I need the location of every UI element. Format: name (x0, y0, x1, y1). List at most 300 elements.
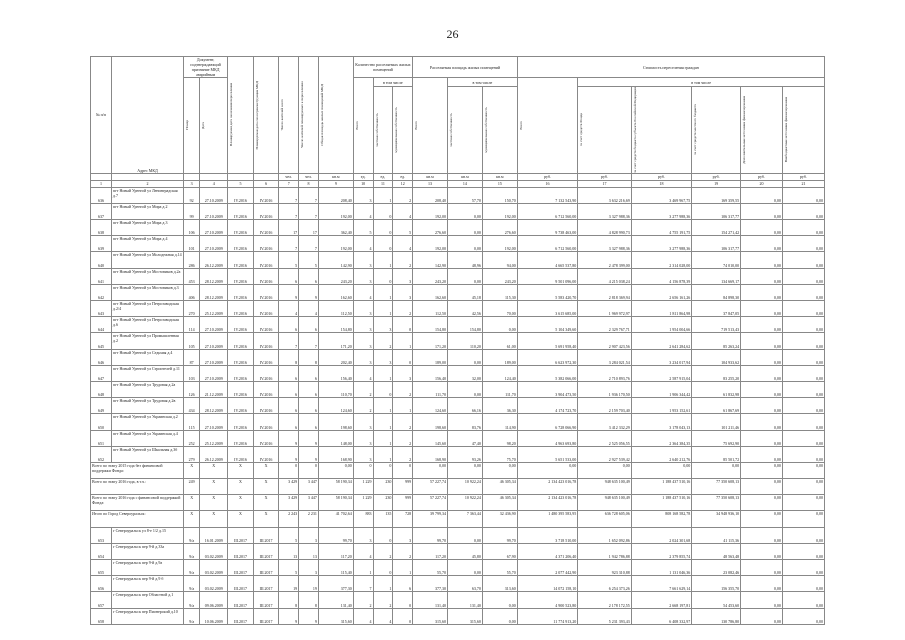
value-cell-e1: 0,00 (741, 236, 783, 252)
value-cell-cl: 104 933,62 (692, 349, 741, 365)
value-cell-area: 168,90 (318, 446, 353, 462)
value-cell-cf: 2 818 369,94 (578, 284, 631, 300)
value-cell-c: 6 728 066,90 (517, 414, 577, 430)
value-cell-e1: 0,00 (741, 592, 783, 608)
value-cell-cs: 2 668 197,81 (631, 592, 691, 608)
value-cell-q: 3 (353, 268, 373, 284)
total-cell-qm: 999 (393, 495, 413, 511)
total-cell-c: 2 134 423 016,78 (517, 495, 577, 511)
col-extra-header: Дополнительные источники финансирования (741, 87, 783, 174)
value-cell-sm: 98,20 (482, 430, 517, 446)
value-cell-e1: 0,00 (741, 381, 783, 397)
col-q-total-header: Всего (353, 78, 373, 174)
total-cell-res: 3 429 (279, 495, 299, 511)
value-cell-qm: 3 (393, 268, 413, 284)
value-cell-res: 6 (279, 317, 299, 333)
value-cell-q: 4 (353, 236, 373, 252)
value-cell-cs: 3 178 043,13 (631, 414, 691, 430)
value-cell-res2: 9 (299, 430, 319, 446)
col-plan-demol-header: Планируемая дата сноса/реконструкции МКД (253, 57, 279, 174)
value-cell-qm: 3 (393, 527, 413, 543)
value-cell-q: 3 (353, 349, 373, 365)
value-cell-res2: 6 (299, 414, 319, 430)
table-row (91, 543, 825, 559)
value-cell-qm: 4 (393, 236, 413, 252)
row-number-cell: 641 (91, 268, 112, 284)
value-cell-cf: 5 231 393,43 (578, 608, 631, 624)
value-cell-cs: 1 953 152,61 (631, 398, 691, 414)
total-cell-end: X (228, 495, 254, 511)
total-label-cell: Всего по этапу 2016 года, в т.ч.: (91, 479, 184, 495)
value-cell-q: 4 (353, 365, 373, 381)
value-cell-res2: 6 (299, 268, 319, 284)
value-cell-c: 5 104 349,60 (517, 317, 577, 333)
row-number-cell: 654 (91, 543, 112, 559)
value-cell-q: 4 (353, 203, 373, 219)
value-cell-cs: 1 131 046,36 (631, 560, 691, 576)
value-cell-area: 208,40 (318, 187, 353, 203)
column-number-cell: 17 (578, 180, 631, 187)
column-number-cell: 21 (782, 180, 824, 187)
value-cell-area: 115,40 (318, 560, 353, 576)
value-cell-qp: 2 (373, 592, 393, 608)
value-cell-cl: 74 010,00 (692, 252, 741, 268)
value-cell-e2: 0,00 (782, 576, 824, 592)
value-cell-qm: 0 (393, 349, 413, 365)
value-cell-demol: IV.2016 (253, 381, 279, 397)
value-cell-cf: 1 936 170,50 (578, 381, 631, 397)
value-cell-c: 11 774 913,20 (517, 608, 577, 624)
value-cell-res: 6 (279, 398, 299, 414)
value-cell-qp: 0 (373, 236, 393, 252)
value-cell-demol: III.2017 (253, 543, 279, 559)
value-cell-q: 1 (353, 560, 373, 576)
value-cell-sp: 0,00 (447, 381, 482, 397)
value-cell-e2: 0,00 (782, 430, 824, 446)
value-cell-cs: 2 379 855,74 (631, 543, 691, 559)
total-cell-c: 1 480 395 583,95 (517, 511, 577, 527)
value-cell-date: 16.01.2009 (200, 527, 228, 543)
value-cell-c: 6 712 560,00 (517, 236, 577, 252)
value-cell-date: 27.10.2009 (200, 236, 228, 252)
value-cell-res2: 7 (299, 187, 319, 203)
col-s-private-header: частная собственность (447, 87, 482, 174)
value-cell-num: 279 (184, 446, 200, 462)
row-number-cell: 653 (91, 527, 112, 543)
total-cell-c: 2 134 423 016,78 (517, 479, 577, 495)
address-cell: пгт Новый Уренгой ул Трудовая д.2в (111, 398, 183, 414)
value-cell-cs: 3 277 988,36 (631, 203, 691, 219)
value-cell-end: IV.2016 (228, 203, 254, 219)
value-cell-cl: 719 513,43 (692, 317, 741, 333)
row-number-cell: 650 (91, 414, 112, 430)
value-cell-sp: 57,70 (447, 187, 482, 203)
total-cell-qm: 728 (393, 511, 413, 527)
value-cell-res: 7 (279, 187, 299, 203)
value-cell-c: 5 651 533,00 (517, 446, 577, 462)
value-cell-qp: 1 (373, 365, 393, 381)
value-cell-demol: III.2017 (253, 608, 279, 624)
value-cell-cs: 6 408 332,97 (631, 608, 691, 624)
value-cell-cl: 134 669,17 (692, 268, 741, 284)
value-cell-s: 315,60 (413, 608, 448, 624)
value-cell-num: 9/а (184, 543, 200, 559)
value-cell-qp: 0 (373, 268, 393, 284)
value-cell-cs: 4 156 878,39 (631, 268, 691, 284)
table-row (91, 446, 825, 462)
value-cell-cl: 85 501,72 (692, 446, 741, 462)
value-cell-res2: 7 (299, 203, 319, 219)
value-cell-date: 21.12.2009 (200, 381, 228, 397)
value-cell-cs: 2 640 212,76 (631, 446, 691, 462)
column-number-cell: 18 (631, 180, 691, 187)
address-cell: пгт Новый Уренгой ул Украинская д.4 (111, 430, 183, 446)
value-cell-date: 25.12.2009 (200, 430, 228, 446)
value-cell-demol: IV.2016 (253, 187, 279, 203)
col-area-total-header: Общая площадь жилых помещений МКД (318, 57, 353, 174)
value-cell-cl: 106 317,77 (692, 236, 741, 252)
value-cell-e1: 0,00 (741, 543, 783, 559)
unit-cell (91, 173, 112, 180)
total-cell-qm: 0 (393, 462, 413, 478)
value-cell-c: 4 174 723,70 (517, 398, 577, 414)
value-cell-num: 9/а (184, 576, 200, 592)
value-cell-cf: 923 310,88 (578, 560, 631, 576)
value-cell-cs: 1 954 004,66 (631, 317, 691, 333)
value-cell-qm: 2 (393, 430, 413, 446)
units-row (91, 173, 825, 180)
col-s-municipal-header: муниципальная собственность (482, 87, 517, 174)
value-cell-cs: 1 811 864,98 (631, 301, 691, 317)
address-cell: пгт Новый Уренгой ул Мира д.2 (111, 203, 183, 219)
column-number-cell: 6 (253, 180, 279, 187)
value-cell-sm: 111,70 (482, 381, 517, 397)
value-cell-qm: 1 (393, 398, 413, 414)
value-cell-res: 9 (279, 608, 299, 624)
value-cell-e1: 0,00 (741, 560, 783, 576)
value-cell-c: 4 371 206,40 (517, 543, 577, 559)
total-cell-cl: 34 948 936,10 (692, 511, 741, 527)
total-cell-res2: 0 (299, 462, 319, 478)
col-residents-plan-header: Число жителей планируемых к переселению (299, 57, 319, 174)
value-cell-num: 9/а (184, 592, 200, 608)
value-cell-cl: 84 898,30 (692, 284, 741, 300)
value-cell-res2: 13 (299, 543, 319, 559)
value-cell-end: IV.2016 (228, 284, 254, 300)
col-extra2-header: Внебюджетные источники финансирования (782, 87, 824, 174)
value-cell-e1: 0,00 (741, 349, 783, 365)
value-cell-q: 3 (353, 187, 373, 203)
value-cell-cf: 2 907 423,56 (578, 333, 631, 349)
total-cell-area: 58 190,34 (318, 479, 353, 495)
total-cell-res: 0 (279, 462, 299, 478)
table-row (91, 317, 825, 333)
value-cell-c: 2 077 442,90 (517, 560, 577, 576)
value-cell-cf: 2 710 893,76 (578, 365, 631, 381)
value-cell-sm: 192,00 (482, 203, 517, 219)
value-cell-qp: 1 (373, 446, 393, 462)
row-number-cell: 646 (91, 349, 112, 365)
total-cell-qp: 230 (373, 479, 393, 495)
total-cell-e1: 0,00 (741, 462, 783, 478)
value-cell-res: 5 (279, 560, 299, 576)
value-cell-qp: 4 (373, 608, 393, 624)
value-cell-res2: 6 (299, 317, 319, 333)
total-cell-e2: 0,00 (782, 462, 824, 478)
area-m2-group-header: Расселяемая площадь жилых помещений (413, 57, 518, 78)
value-cell-s: 171,20 (413, 333, 448, 349)
unit-cell: руб. (741, 173, 783, 180)
value-cell-num: 270 (184, 301, 200, 317)
value-cell-e2: 0,00 (782, 349, 824, 365)
column-number-cell: 5 (228, 180, 254, 187)
table-row (91, 236, 825, 252)
address-cell: г Североуральск пер 9-й д.9а (111, 560, 183, 576)
page-number: 26 (446, 27, 459, 41)
value-cell-s: 112,50 (413, 301, 448, 317)
total-cell-s: 57 227,74 (413, 479, 448, 495)
unit-cell (184, 173, 200, 180)
total-label-cell: Итого по Город Североуральск: (91, 511, 184, 527)
value-cell-qm: 3 (393, 365, 413, 381)
total-cell-demol: X (253, 495, 279, 511)
value-cell-res2: 8 (299, 349, 319, 365)
value-cell-qm: 5 (393, 220, 413, 236)
value-cell-res: 7 (279, 236, 299, 252)
value-cell-date: 25.12.2009 (200, 301, 228, 317)
value-cell-sm: 192,00 (482, 236, 517, 252)
value-cell-q: 2 (353, 592, 373, 608)
row-number-cell: 636 (91, 187, 112, 203)
table-row (91, 187, 825, 203)
table-row (91, 527, 825, 543)
value-cell-num: 9/а (184, 560, 200, 576)
value-cell-sm: 0,00 (482, 592, 517, 608)
total-cell-sp: 10 922,24 (447, 495, 482, 511)
value-cell-sm: 124,40 (482, 365, 517, 381)
value-cell-cs: 1 906 344,42 (631, 381, 691, 397)
value-cell-date: 28.12.2009 (200, 284, 228, 300)
table-row (91, 592, 825, 608)
value-cell-num: 87 (184, 349, 200, 365)
row-number-cell: 637 (91, 203, 112, 219)
doc-group-header: Документ, подтверждающий признание МКД аварийным (184, 57, 228, 78)
value-cell-qm: 1 (393, 560, 413, 576)
value-cell-e2: 0,00 (782, 268, 824, 284)
value-cell-area: 110,70 (318, 381, 353, 397)
value-cell-date: 27.10.2009 (200, 220, 228, 236)
value-cell-qm: 3 (393, 284, 413, 300)
value-cell-e1: 0,00 (741, 576, 783, 592)
value-cell-res: 7 (279, 333, 299, 349)
value-cell-sm: 189,00 (482, 349, 517, 365)
total-cell-demol: X (253, 479, 279, 495)
address-cell: пгт Новый Уренгой ул Мостовиков д.2а (111, 268, 183, 284)
address-cell: пгт Новый Уренгой ул Украинская д.2 (111, 414, 183, 430)
unit-cell: кв.м (318, 173, 353, 180)
total-cell-s: 57 227,74 (413, 495, 448, 511)
column-number-cell: 7 (279, 180, 299, 187)
value-cell-end: III.2017 (228, 527, 254, 543)
total-cell-q: 0 (353, 462, 373, 478)
value-cell-cs: 3 234 017,94 (631, 349, 691, 365)
total-cell-cf: 636 728 605,06 (578, 511, 631, 527)
value-cell-qm: 2 (393, 381, 413, 397)
column-numbers-row (91, 180, 825, 187)
value-cell-qp: 0 (373, 527, 393, 543)
total-cell-sm: 46 305,34 (482, 479, 517, 495)
value-cell-demol: IV.2016 (253, 284, 279, 300)
value-cell-res2: 5 (299, 252, 319, 268)
unit-cell: ед. (393, 173, 413, 180)
value-cell-cl: 61 867,69 (692, 398, 741, 414)
value-cell-q: 4 (353, 608, 373, 624)
value-cell-num: 286 (184, 252, 200, 268)
value-cell-qp: 1 (373, 187, 393, 203)
col-q-municipal-header: муниципальная собственность (393, 87, 413, 174)
value-cell-c: 5 691 958,40 (517, 333, 577, 349)
unit-cell (200, 173, 228, 180)
column-number-cell: 1 (91, 180, 112, 187)
value-cell-c: 6 623 972,30 (517, 349, 577, 365)
value-cell-cs: 2 364 384,35 (631, 430, 691, 446)
value-cell-demol: IV.2016 (253, 236, 279, 252)
value-cell-date: 27.10.2009 (200, 317, 228, 333)
value-cell-e1: 0,00 (741, 220, 783, 236)
value-cell-date: 03.02.2009 (200, 560, 228, 576)
value-cell-end: IV.2016 (228, 268, 254, 284)
total-cell-end: X (228, 511, 254, 527)
value-cell-qp: 1 (373, 252, 393, 268)
value-cell-s: 124,60 (413, 398, 448, 414)
total-cell-end: X (228, 479, 254, 495)
col-addr-header: Адрес МКД (111, 57, 183, 174)
value-cell-c: 9 738 463,00 (517, 220, 577, 236)
address-cell: г Североуральск пер 9-й д.9 б (111, 576, 183, 592)
value-cell-area: 243,20 (318, 268, 353, 284)
total-cell-q: 1 229 (353, 495, 373, 511)
value-cell-qm: 0 (393, 608, 413, 624)
col-plan-entry-header: Планируемая дата окончания переселения (228, 57, 254, 174)
value-cell-demol: IV.2016 (253, 252, 279, 268)
value-cell-c: 4 665 537,80 (517, 252, 577, 268)
value-cell-area: 315,60 (318, 608, 353, 624)
total-cell-cs: 1 188 437 510,16 (631, 479, 691, 495)
value-cell-qm: 2 (393, 187, 413, 203)
value-cell-s: 55,70 (413, 560, 448, 576)
col-s-total-header: Всего (413, 78, 448, 174)
column-number-cell: 3 (184, 180, 200, 187)
value-cell-qp: 3 (373, 317, 393, 333)
value-cell-num: 453 (184, 268, 200, 284)
value-cell-cs: 2 641 284,62 (631, 333, 691, 349)
col-no-header: № п/п (91, 57, 112, 174)
value-cell-e2: 0,00 (782, 284, 824, 300)
value-cell-sp: 0,00 (447, 527, 482, 543)
value-cell-s: 99,70 (413, 527, 448, 543)
unit-cell: чел. (279, 173, 299, 180)
value-cell-sp: 45,18 (447, 284, 482, 300)
total-cell-q: 883 (353, 511, 373, 527)
value-cell-demol: IV.2016 (253, 365, 279, 381)
value-cell-res: 7 (279, 203, 299, 219)
value-cell-sp: 93,26 (447, 446, 482, 462)
value-cell-c: 9 501 096,00 (517, 268, 577, 284)
value-cell-cf: 3 327 988,36 (578, 203, 631, 219)
unit-cell (111, 173, 183, 180)
value-cell-res: 9 (279, 284, 299, 300)
value-cell-c: 6 712 560,00 (517, 203, 577, 219)
value-cell-cl: 154 271,42 (692, 220, 741, 236)
total-cell-date: X (200, 479, 228, 495)
col-subject-header: за счет средств бюджета субъекта Российской Федерации (631, 87, 691, 174)
total-cell-cf: 948 635 100,49 (578, 495, 631, 511)
table-row (91, 430, 825, 446)
total-cell-cl: 0,00 (692, 462, 741, 478)
value-cell-end: IV.2016 (228, 252, 254, 268)
value-cell-s: 377,30 (413, 576, 448, 592)
value-cell-date: 27.10.2009 (200, 333, 228, 349)
row-number-cell: 644 (91, 317, 112, 333)
value-cell-s: 117,20 (413, 543, 448, 559)
total-cell-qm: 999 (393, 479, 413, 495)
value-cell-sm: 75,70 (482, 446, 517, 462)
total-cell-sm: 0,00 (482, 462, 517, 478)
value-cell-demol: IV.2016 (253, 414, 279, 430)
value-cell-area: 99,70 (318, 527, 353, 543)
value-cell-sp: 66,16 (447, 398, 482, 414)
total-cell-cl: 77 350 608,13 (692, 495, 741, 511)
value-cell-e2: 0,00 (782, 220, 824, 236)
value-cell-e2: 0,00 (782, 317, 824, 333)
value-cell-s: 162,60 (413, 284, 448, 300)
value-cell-qp: 3 (373, 349, 393, 365)
value-cell-cl: 48 563,48 (692, 543, 741, 559)
value-cell-e2: 0,00 (782, 543, 824, 559)
value-cell-e1: 0,00 (741, 430, 783, 446)
total-cell-area: 41 702,64 (318, 511, 353, 527)
table-row (91, 365, 825, 381)
value-cell-demol: IV.2016 (253, 446, 279, 462)
value-cell-e2: 0,00 (782, 608, 824, 624)
value-cell-q: 3 (353, 333, 373, 349)
value-cell-e1: 0,00 (741, 252, 783, 268)
value-cell-end: III.2017 (228, 592, 254, 608)
column-number-cell: 2 (111, 180, 183, 187)
value-cell-demol: III.2017 (253, 560, 279, 576)
unit-cell: чел. (299, 173, 319, 180)
value-cell-demol: IV.2016 (253, 203, 279, 219)
table-row (91, 333, 825, 349)
total-cell-num: X (184, 462, 200, 478)
value-cell-num: 92 (184, 187, 200, 203)
value-cell-sp: 42,56 (447, 301, 482, 317)
value-cell-area: 362,40 (318, 220, 353, 236)
value-cell-c: 5 382 066,00 (517, 365, 577, 381)
value-cell-end: IV.2016 (228, 220, 254, 236)
address-cell: пгт Новый Уренгой ул Школьная д.3б (111, 446, 183, 462)
value-cell-end: IV.2016 (228, 365, 254, 381)
value-cell-cl: 41 115,36 (692, 527, 741, 543)
total-cell-end: X (228, 462, 254, 478)
value-cell-num: 434 (184, 398, 200, 414)
value-cell-res2: 6 (299, 365, 319, 381)
total-cell-sp: 0,00 (447, 462, 482, 478)
value-cell-res2: 9 (299, 608, 319, 624)
value-cell-e1: 0,00 (741, 365, 783, 381)
unit-cell: кв.м (447, 173, 482, 180)
total-cell-res: 2 243 (279, 511, 299, 527)
